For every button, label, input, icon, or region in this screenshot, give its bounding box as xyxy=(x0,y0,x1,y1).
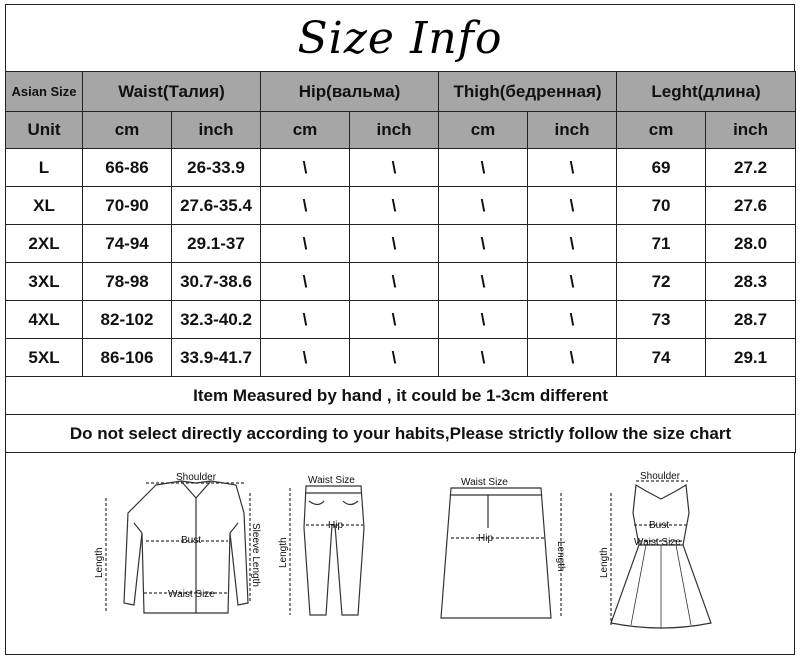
table-cell: 28.7 xyxy=(706,301,796,339)
table-cell: 82-102 xyxy=(83,301,172,339)
table-cell: \ xyxy=(350,225,439,263)
dress-length-label: Length xyxy=(599,547,610,578)
dress-shoulder-label: Shoulder xyxy=(640,471,681,482)
table-cell: \ xyxy=(439,187,528,225)
unit-cell: cm xyxy=(617,112,706,149)
table-cell: 29.1 xyxy=(706,339,796,377)
hip-header: Hip(вальма) xyxy=(261,72,439,112)
table-cell: \ xyxy=(350,301,439,339)
table-cell: 71 xyxy=(617,225,706,263)
table-cell: \ xyxy=(350,263,439,301)
table-row xyxy=(6,225,796,263)
measure-note: Item Measured by hand , it could be 1-3cm different xyxy=(6,377,796,415)
table-cell: 70-90 xyxy=(83,187,172,225)
table-cell: 86-106 xyxy=(83,339,172,377)
table-cell: 74 xyxy=(617,339,706,377)
skirt-waist-label: Waist Size xyxy=(461,477,508,488)
length-header: Leght(длина) xyxy=(617,72,796,112)
table-cell: \ xyxy=(528,339,617,377)
table-cell: \ xyxy=(261,339,350,377)
table-cell: \ xyxy=(350,149,439,187)
garment-diagrams xyxy=(5,453,795,655)
table-cell: 32.3-40.2 xyxy=(172,301,261,339)
size-table xyxy=(5,71,796,453)
unit-cell: cm xyxy=(439,112,528,149)
shirt-bust-label: Bust xyxy=(181,535,202,546)
size-cell: L xyxy=(6,149,83,187)
unit-cell: cm xyxy=(83,112,172,149)
table-cell: 33.9-41.7 xyxy=(172,339,261,377)
table-cell: \ xyxy=(261,263,350,301)
table-cell: 26-33.9 xyxy=(172,149,261,187)
waist-header: Waist(Талия) xyxy=(83,72,261,112)
shirt-waist-label: Waist Size xyxy=(168,589,215,600)
table-cell: \ xyxy=(261,149,350,187)
table-cell: 29.1-37 xyxy=(172,225,261,263)
table-row xyxy=(6,339,796,377)
garment-diagrams-svg xyxy=(6,453,794,653)
note-row xyxy=(6,377,796,415)
table-cell: \ xyxy=(528,263,617,301)
table-cell: 74-94 xyxy=(83,225,172,263)
size-cell: 5XL xyxy=(6,339,83,377)
table-cell: 70 xyxy=(617,187,706,225)
size-cell: 2XL xyxy=(6,225,83,263)
group-header-row xyxy=(6,72,796,112)
table-cell: 73 xyxy=(617,301,706,339)
table-cell: 66-86 xyxy=(83,149,172,187)
table-cell: 78-98 xyxy=(83,263,172,301)
title-bar xyxy=(5,4,795,71)
table-cell: \ xyxy=(350,339,439,377)
note-row xyxy=(6,415,796,453)
pants-diagram xyxy=(290,486,364,615)
table-cell: \ xyxy=(261,301,350,339)
table-cell: \ xyxy=(261,187,350,225)
shirt-sleeve-label: Sleeve Length xyxy=(250,523,261,587)
unit-cell: Unit xyxy=(6,112,83,149)
table-cell: 28.3 xyxy=(706,263,796,301)
dress-waist-label: Waist Size xyxy=(634,537,681,548)
unit-header-row xyxy=(6,112,796,149)
table-cell: \ xyxy=(439,149,528,187)
table-cell: 27.6 xyxy=(706,187,796,225)
table-row xyxy=(6,187,796,225)
table-row xyxy=(6,301,796,339)
table-cell: \ xyxy=(528,187,617,225)
table-cell: \ xyxy=(528,225,617,263)
shirt-length-label: Length xyxy=(94,547,105,578)
table-cell: \ xyxy=(528,149,617,187)
dress-diagram xyxy=(611,481,711,629)
table-cell: 30.7-38.6 xyxy=(172,263,261,301)
pants-length-label: Length xyxy=(278,537,289,568)
table-cell: \ xyxy=(261,225,350,263)
table-cell: 27.2 xyxy=(706,149,796,187)
size-cell: 3XL xyxy=(6,263,83,301)
table-cell: 69 xyxy=(617,149,706,187)
size-cell: 4XL xyxy=(6,301,83,339)
skirt-length-label: Length xyxy=(555,541,566,572)
table-cell: \ xyxy=(439,225,528,263)
table-cell: 28.0 xyxy=(706,225,796,263)
page-title: Size Info xyxy=(297,12,503,64)
table-cell: \ xyxy=(528,301,617,339)
table-cell: 27.6-35.4 xyxy=(172,187,261,225)
skirt-diagram xyxy=(441,488,561,618)
table-cell: \ xyxy=(350,187,439,225)
table-cell: \ xyxy=(439,263,528,301)
thigh-header: Thigh(бедренная) xyxy=(439,72,617,112)
dress-bust-label: Bust xyxy=(649,520,670,531)
table-row xyxy=(6,149,796,187)
unit-cell: inch xyxy=(528,112,617,149)
table-cell: \ xyxy=(439,339,528,377)
unit-cell: inch xyxy=(706,112,796,149)
pants-hip-label: Hip xyxy=(328,520,344,531)
pants-waist-label: Waist Size xyxy=(308,475,355,486)
shirt-shoulder-label: Shoulder xyxy=(176,472,217,483)
unit-cell: inch xyxy=(350,112,439,149)
size-cell: XL xyxy=(6,187,83,225)
table-cell: 72 xyxy=(617,263,706,301)
skirt-hip-label: Hip xyxy=(478,533,494,544)
unit-cell: cm xyxy=(261,112,350,149)
table-row xyxy=(6,263,796,301)
unit-cell: inch xyxy=(172,112,261,149)
asian-size-header: Asian Size xyxy=(6,72,83,112)
warning-note: Do not select directly according to your habits,Please strictly follow the size chart xyxy=(6,415,796,453)
table-cell: \ xyxy=(439,301,528,339)
